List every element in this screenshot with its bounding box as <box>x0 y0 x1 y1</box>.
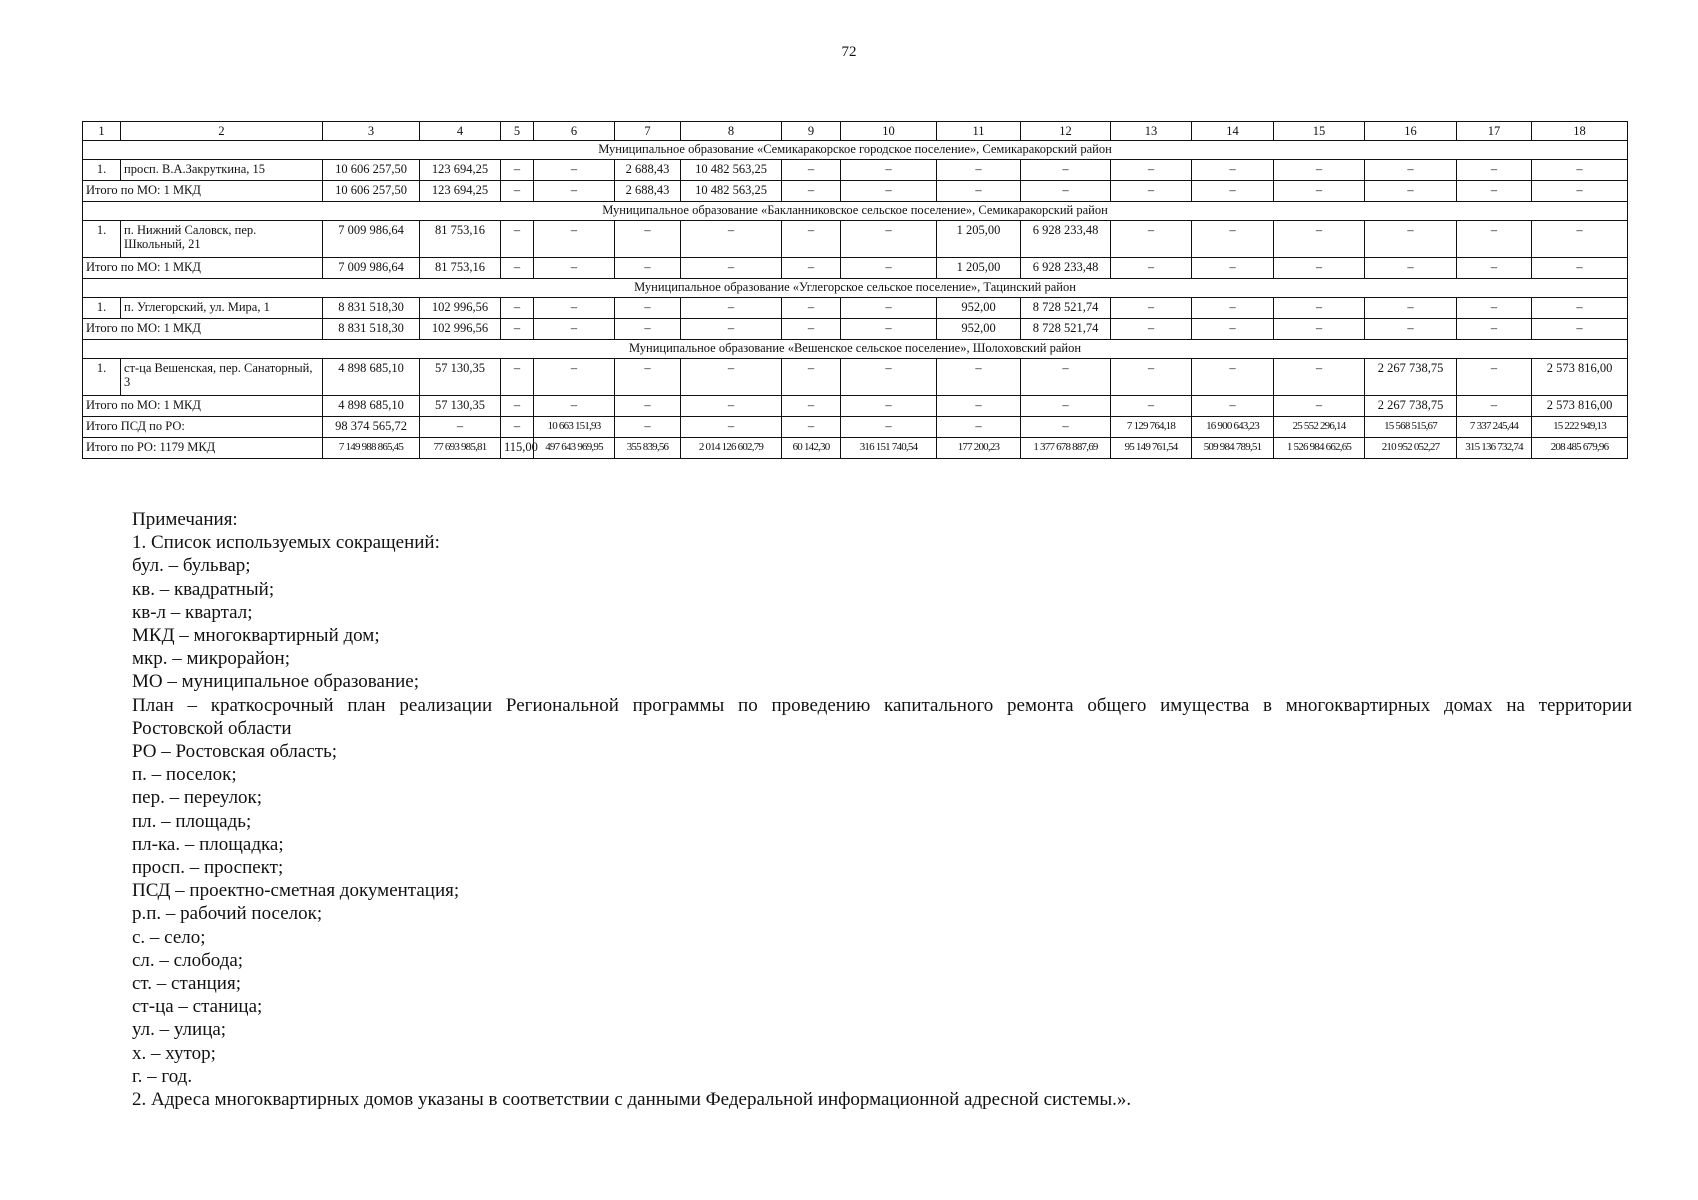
value-cell: 4 898 685,10 <box>323 359 420 396</box>
value-cell: 355 839,56 <box>615 438 681 459</box>
value-cell: – <box>841 221 937 258</box>
value-cell: 2 688,43 <box>615 160 681 181</box>
capital-repair-table-container <box>82 121 1627 459</box>
municipality-title: Муниципальное образование «Углегорское сельское поселение», Тацинский район <box>83 279 1628 298</box>
value-cell: – <box>782 396 841 417</box>
value-cell: 57 130,35 <box>420 359 501 396</box>
value-cell: – <box>1457 396 1532 417</box>
value-cell: – <box>1532 319 1628 340</box>
abbreviation-item: ст. – станция; <box>132 973 241 995</box>
value-cell: – <box>501 258 534 279</box>
value-cell: – <box>534 181 615 202</box>
value-cell: 2 267 738,75 <box>1365 396 1457 417</box>
abbreviation-item: кв-л – квартал; <box>132 601 253 623</box>
value-cell: 315 136 732,74 <box>1457 438 1532 459</box>
value-cell: – <box>1192 160 1274 181</box>
value-cell: 10 606 257,50 <box>323 181 420 202</box>
value-cell: 4 898 685,10 <box>323 396 420 417</box>
header-cell: 18 <box>1532 122 1628 141</box>
value-cell: – <box>681 359 782 396</box>
municipality-section-row <box>83 141 1628 160</box>
ro-total-label: Итого по РО: 1179 МКД <box>83 438 323 459</box>
abbreviation-item: МО – муниципальное образование; <box>132 671 420 693</box>
municipality-section-row <box>83 340 1628 359</box>
value-cell: 2 573 816,00 <box>1532 396 1628 417</box>
value-cell: – <box>681 417 782 438</box>
building-address: п. Нижний Саловск, пер. Школьный, 21 <box>121 221 323 258</box>
value-cell: – <box>501 396 534 417</box>
row-number: 1. <box>83 160 121 181</box>
abbreviation-item: с. – село; <box>132 926 206 948</box>
header-cell: 2 <box>121 122 323 141</box>
note-2: 2. Адреса многоквартирных домов указаны в соответствии с данными Федеральной информационной адресной системы.». <box>132 1089 1132 1111</box>
row-number: 1. <box>83 221 121 258</box>
value-cell: 10 482 563,25 <box>681 181 782 202</box>
header-row <box>83 122 1628 141</box>
value-cell: – <box>534 258 615 279</box>
building-address: просп. В.А.Закруткина, 15 <box>121 160 323 181</box>
value-cell: – <box>1274 181 1365 202</box>
value-cell: – <box>534 319 615 340</box>
value-cell: 102 996,56 <box>420 298 501 319</box>
abbreviation-item: ПСД – проектно-сметная документация; <box>132 880 460 902</box>
value-cell: – <box>841 181 937 202</box>
value-cell: – <box>1192 298 1274 319</box>
total-label: Итого по МО: 1 МКД <box>83 181 323 202</box>
plan-definition-line2: Ростовской области <box>132 717 292 739</box>
value-cell: – <box>1365 258 1457 279</box>
value-cell: – <box>615 359 681 396</box>
value-cell: 210 952 052,27 <box>1365 438 1457 459</box>
value-cell: – <box>782 160 841 181</box>
total-label: Итого по МО: 1 МКД <box>83 319 323 340</box>
value-cell: – <box>782 181 841 202</box>
municipality-total-row <box>83 396 1628 417</box>
value-cell: – <box>1457 160 1532 181</box>
value-cell: 2 688,43 <box>615 181 681 202</box>
value-cell: – <box>841 417 937 438</box>
building-row <box>83 359 1628 396</box>
value-cell: 509 984 789,51 <box>1192 438 1274 459</box>
value-cell: 7 009 986,64 <box>323 258 420 279</box>
abbreviations-list-2 <box>132 740 1632 1088</box>
ro-total-row <box>83 438 1628 459</box>
value-cell: – <box>1111 221 1192 258</box>
building-address: п. Углегорский, ул. Мира, 1 <box>121 298 323 319</box>
value-cell: 1 205,00 <box>937 258 1021 279</box>
value-cell: – <box>1192 396 1274 417</box>
value-cell: – <box>615 298 681 319</box>
notes-section <box>132 508 1632 1111</box>
value-cell: 952,00 <box>937 298 1021 319</box>
value-cell: – <box>1532 160 1628 181</box>
value-cell: 8 728 521,74 <box>1021 319 1111 340</box>
value-cell: – <box>534 221 615 258</box>
value-cell: – <box>1365 298 1457 319</box>
value-cell: – <box>1274 319 1365 340</box>
value-cell: 60 142,30 <box>782 438 841 459</box>
value-cell: 208 485 679,96 <box>1532 438 1628 459</box>
value-cell: – <box>534 298 615 319</box>
header-cell: 11 <box>937 122 1021 141</box>
value-cell: 10 606 257,50 <box>323 160 420 181</box>
header-cell: 12 <box>1021 122 1111 141</box>
value-cell: – <box>681 258 782 279</box>
value-cell: – <box>937 181 1021 202</box>
value-cell: – <box>937 160 1021 181</box>
municipality-title: Муниципальное образование «Семикаракорское городское поселение», Семикаракорский район <box>83 141 1628 160</box>
municipality-section-row <box>83 202 1628 221</box>
value-cell: 115,00 <box>501 438 534 459</box>
value-cell: 123 694,25 <box>420 160 501 181</box>
value-cell: 7 337 245,44 <box>1457 417 1532 438</box>
abbreviation-item: сл. – слобода; <box>132 949 244 971</box>
value-cell: – <box>1192 221 1274 258</box>
value-cell: 2 014 126 602,79 <box>681 438 782 459</box>
building-row <box>83 221 1628 258</box>
value-cell: – <box>501 181 534 202</box>
value-cell: – <box>501 221 534 258</box>
header-cell: 14 <box>1192 122 1274 141</box>
municipality-total-row <box>83 181 1628 202</box>
value-cell: 8 831 518,30 <box>323 319 420 340</box>
value-cell: 8 831 518,30 <box>323 298 420 319</box>
value-cell: 2 267 738,75 <box>1365 359 1457 396</box>
value-cell: 77 693 985,81 <box>420 438 501 459</box>
value-cell: – <box>681 319 782 340</box>
total-label: Итого по МО: 1 МКД <box>83 258 323 279</box>
value-cell: – <box>937 396 1021 417</box>
value-cell: 1 526 984 662,65 <box>1274 438 1365 459</box>
value-cell: 1 377 678 887,69 <box>1021 438 1111 459</box>
abbreviation-item: г. – год. <box>132 1065 193 1087</box>
value-cell: 16 900 643,23 <box>1192 417 1274 438</box>
value-cell: – <box>534 396 615 417</box>
abbreviation-item: РО – Ростовская область; <box>132 741 338 763</box>
page-number: 72 <box>841 44 857 60</box>
value-cell: 102 996,56 <box>420 319 501 340</box>
value-cell: – <box>1111 160 1192 181</box>
value-cell: – <box>1111 359 1192 396</box>
value-cell: – <box>841 359 937 396</box>
value-cell: 952,00 <box>937 319 1021 340</box>
value-cell: – <box>1365 221 1457 258</box>
value-cell: 497 643 969,95 <box>534 438 615 459</box>
value-cell: – <box>615 319 681 340</box>
value-cell: – <box>782 258 841 279</box>
value-cell: – <box>615 221 681 258</box>
value-cell: – <box>1457 319 1532 340</box>
value-cell: – <box>534 160 615 181</box>
value-cell: 7 149 988 865,45 <box>323 438 420 459</box>
value-cell: – <box>841 298 937 319</box>
header-cell: 1 <box>83 122 121 141</box>
value-cell: – <box>1021 181 1111 202</box>
value-cell: – <box>1457 258 1532 279</box>
municipality-title: Муниципальное образование «Бакланниковское сельское поселение», Семикаракорский район <box>83 202 1628 221</box>
value-cell: 316 151 740,54 <box>841 438 937 459</box>
header-cell: 15 <box>1274 122 1365 141</box>
value-cell: – <box>1192 258 1274 279</box>
value-cell: – <box>782 359 841 396</box>
value-cell: – <box>501 298 534 319</box>
value-cell: – <box>534 359 615 396</box>
value-cell: – <box>501 319 534 340</box>
header-cell: 10 <box>841 122 937 141</box>
abbreviations-heading: 1. Список используемых сокращений: <box>132 532 440 554</box>
abbreviation-item: пл-ка. – площадка; <box>132 833 284 855</box>
header-cell: 3 <box>323 122 420 141</box>
value-cell: 57 130,35 <box>420 396 501 417</box>
value-cell: – <box>681 396 782 417</box>
value-cell: 7 129 764,18 <box>1111 417 1192 438</box>
value-cell: – <box>501 160 534 181</box>
value-cell: – <box>1021 417 1111 438</box>
value-cell: – <box>501 359 534 396</box>
value-cell: – <box>1274 160 1365 181</box>
value-cell: 25 552 296,14 <box>1274 417 1365 438</box>
value-cell: 8 728 521,74 <box>1021 298 1111 319</box>
value-cell: – <box>1274 298 1365 319</box>
value-cell: – <box>782 221 841 258</box>
value-cell: – <box>1532 298 1628 319</box>
value-cell: – <box>1192 359 1274 396</box>
abbreviation-item: просп. – проспект; <box>132 857 284 879</box>
header-cell: 4 <box>420 122 501 141</box>
value-cell: – <box>1457 298 1532 319</box>
value-cell: – <box>1457 221 1532 258</box>
value-cell: 81 753,16 <box>420 221 501 258</box>
abbreviation-item: мкр. – микрорайон; <box>132 648 290 670</box>
abbreviation-item: р.п. – рабочий поселок; <box>132 903 323 925</box>
value-cell: – <box>615 396 681 417</box>
value-cell: – <box>1274 258 1365 279</box>
header-cell: 8 <box>681 122 782 141</box>
header-cell: 5 <box>501 122 534 141</box>
value-cell: 81 753,16 <box>420 258 501 279</box>
capital-repair-table <box>82 121 1628 459</box>
value-cell: – <box>1274 221 1365 258</box>
plan-definition-line1: План – краткосрочный план реализации Региональной программы по проведению капитального ремонта общего имущества в многоквартирных домах на территории <box>132 694 1632 716</box>
value-cell: – <box>1111 396 1192 417</box>
value-cell: 10 482 563,25 <box>681 160 782 181</box>
value-cell: – <box>1365 160 1457 181</box>
value-cell: 15 222 949,13 <box>1532 417 1628 438</box>
value-cell: – <box>1532 221 1628 258</box>
value-cell: – <box>1274 396 1365 417</box>
value-cell: – <box>1021 359 1111 396</box>
value-cell: – <box>1457 359 1532 396</box>
value-cell: 10 663 151,93 <box>534 417 615 438</box>
value-cell: – <box>782 417 841 438</box>
psd-total-row <box>83 417 1628 438</box>
value-cell: 177 200,23 <box>937 438 1021 459</box>
value-cell: – <box>420 417 501 438</box>
abbreviations-list-1 <box>132 554 1632 693</box>
value-cell: – <box>681 298 782 319</box>
header-cell: 6 <box>534 122 615 141</box>
abbreviation-item: МКД – многоквартирный дом; <box>132 625 380 647</box>
municipality-total-row <box>83 319 1628 340</box>
value-cell: – <box>1111 258 1192 279</box>
municipality-total-row <box>83 258 1628 279</box>
value-cell: 6 928 233,48 <box>1021 258 1111 279</box>
value-cell: – <box>937 417 1021 438</box>
header-cell: 9 <box>782 122 841 141</box>
value-cell: – <box>841 160 937 181</box>
value-cell: – <box>1111 181 1192 202</box>
value-cell: – <box>1111 298 1192 319</box>
total-label: Итого по МО: 1 МКД <box>83 396 323 417</box>
abbreviation-item: пер. – переулок; <box>132 787 263 809</box>
value-cell: 15 568 515,67 <box>1365 417 1457 438</box>
abbreviation-item: п. – поселок; <box>132 764 237 786</box>
value-cell: 98 374 565,72 <box>323 417 420 438</box>
value-cell: – <box>615 258 681 279</box>
value-cell: – <box>1457 181 1532 202</box>
value-cell: 6 928 233,48 <box>1021 221 1111 258</box>
municipality-section-row <box>83 279 1628 298</box>
value-cell: – <box>1532 181 1628 202</box>
value-cell: – <box>782 319 841 340</box>
abbreviation-item: пл. – площадь; <box>132 810 252 832</box>
value-cell: 7 009 986,64 <box>323 221 420 258</box>
abbreviation-item: ул. – улица; <box>132 1019 227 1041</box>
building-address: ст-ца Вешенская, пер. Санаторный, 3 <box>121 359 323 396</box>
building-row <box>83 160 1628 181</box>
value-cell: – <box>841 258 937 279</box>
municipality-title: Муниципальное образование «Вешенское сельское поселение», Шолоховский район <box>83 340 1628 359</box>
value-cell: – <box>615 417 681 438</box>
value-cell: – <box>1021 396 1111 417</box>
value-cell: – <box>782 298 841 319</box>
header-cell: 7 <box>615 122 681 141</box>
table-body <box>83 122 1628 459</box>
abbreviation-item: кв. – квадратный; <box>132 578 275 600</box>
value-cell: – <box>1532 258 1628 279</box>
row-number: 1. <box>83 359 121 396</box>
abbreviation-item: бул. – бульвар; <box>132 555 251 577</box>
value-cell: 2 573 816,00 <box>1532 359 1628 396</box>
value-cell: – <box>1365 319 1457 340</box>
notes-title: Примечания: <box>132 509 238 530</box>
value-cell: – <box>681 221 782 258</box>
value-cell: 123 694,25 <box>420 181 501 202</box>
psd-total-label: Итого ПСД по РО: <box>83 417 323 438</box>
value-cell: – <box>1192 319 1274 340</box>
header-cell: 16 <box>1365 122 1457 141</box>
value-cell: – <box>841 319 937 340</box>
abbreviation-item: х. – хутор; <box>132 1042 216 1064</box>
building-row <box>83 298 1628 319</box>
value-cell: – <box>1111 319 1192 340</box>
header-cell: 17 <box>1457 122 1532 141</box>
value-cell: – <box>841 396 937 417</box>
value-cell: – <box>1192 181 1274 202</box>
value-cell: 95 149 761,54 <box>1111 438 1192 459</box>
value-cell: 1 205,00 <box>937 221 1021 258</box>
abbreviation-item: ст-ца – станица; <box>132 996 263 1018</box>
row-number: 1. <box>83 298 121 319</box>
value-cell: – <box>1021 160 1111 181</box>
header-cell: 13 <box>1111 122 1192 141</box>
value-cell: – <box>501 417 534 438</box>
value-cell: – <box>1274 359 1365 396</box>
value-cell: – <box>937 359 1021 396</box>
value-cell: – <box>1365 181 1457 202</box>
